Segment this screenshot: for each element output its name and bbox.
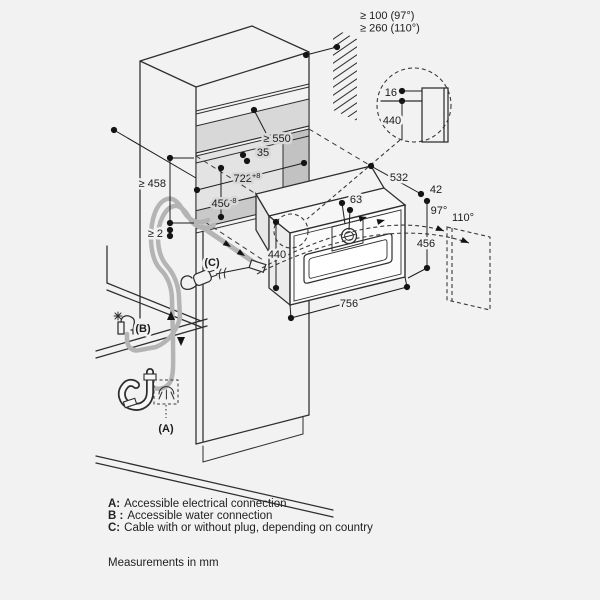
clearance-line2: ≥ 260 (110°) xyxy=(360,22,420,35)
dim-rail-35: 35 xyxy=(256,147,270,159)
dim-niche-height: $450^{-8}$ xyxy=(211,196,237,210)
dim-left-2: ≥ 2 xyxy=(147,228,163,240)
sink-counter xyxy=(96,246,207,358)
svg-text:A:Accessible electrical connec xyxy=(108,498,287,510)
legend-text-a: Accessible electrical connection xyxy=(124,498,287,510)
dim-niche-depth: ≥ 550 xyxy=(263,133,291,145)
dim-left-458: ≥ 458 xyxy=(138,178,166,190)
dim-angle-110: 110° xyxy=(452,212,474,224)
dim-detail-16: 16 xyxy=(384,87,397,99)
legend-text-c: Cable with or without plug, depending on country xyxy=(124,522,373,534)
svg-text:C:Cable with or without plug, xyxy=(108,522,373,534)
dim-niche-width: $722^{+8}$ xyxy=(233,171,261,185)
dim-oven-depth: 532 xyxy=(389,172,409,184)
dim-front-456: 456 xyxy=(416,238,436,250)
dim-angle-97: 97° xyxy=(430,205,448,217)
legend-key-c: C: xyxy=(108,522,121,534)
legend-key-b: B : xyxy=(108,510,124,522)
power-cable xyxy=(216,260,266,279)
legend-text-b: Accessible water connection xyxy=(127,510,273,522)
siphon-icon xyxy=(122,372,156,408)
dim-oven-756: 756 xyxy=(339,298,359,310)
side-wall-hatch xyxy=(326,18,364,148)
footer-note: Measurements in mm xyxy=(108,557,219,569)
open-door-outline xyxy=(447,227,490,310)
faucet-icon xyxy=(114,312,135,334)
dim-detail-440: 440 xyxy=(382,115,402,127)
dim-oven-440: 440 xyxy=(267,249,287,261)
svg-text:B :Accessible water connection xyxy=(108,510,272,522)
clearance-line1: ≥ 100 (97°) xyxy=(360,10,415,22)
marker-a: (A) xyxy=(158,423,174,435)
marker-c: (C) xyxy=(204,257,220,269)
legend xyxy=(108,498,373,569)
dim-knob-63: 63 xyxy=(349,194,363,206)
legend-key-a: A: xyxy=(108,498,121,510)
plug-icon xyxy=(181,269,217,289)
dim-door-42: 42 xyxy=(429,184,443,196)
marker-b: (B) xyxy=(135,323,151,335)
dim-wall-clearance xyxy=(303,10,420,58)
